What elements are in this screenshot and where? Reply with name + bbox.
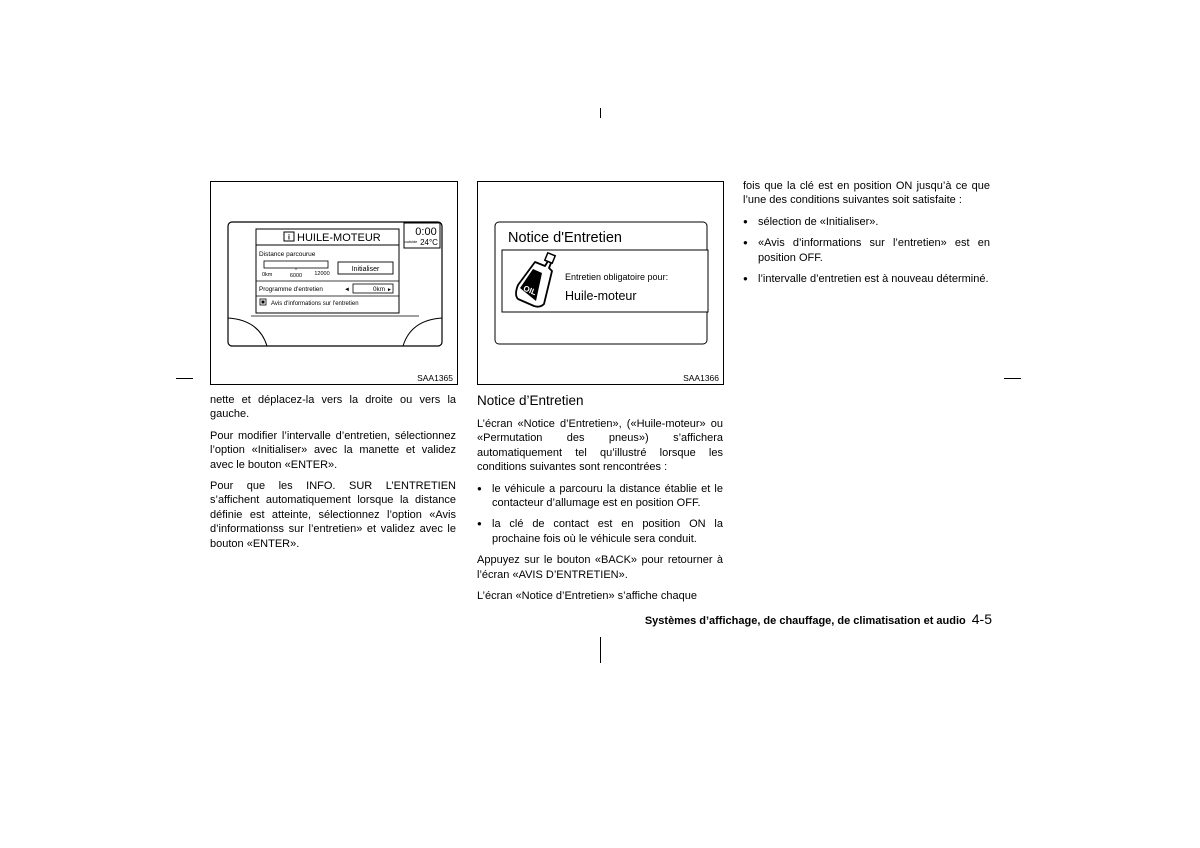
footer-section-title: Systèmes d’affichage, de chauffage, de climatisation et audio: [644, 615, 966, 627]
screen1-title: HUILE-MOTEUR: [297, 232, 381, 244]
crop-mark-left: [176, 378, 193, 379]
col3-bullet-2: ● «Avis d’informations sur l’entretien» est en position OFF.: [743, 236, 990, 265]
avis-label: Avis d'informations sur l'entretien: [271, 301, 359, 307]
oil-settings-screen: [211, 182, 457, 384]
section-heading: Notice d’Entretien: [477, 393, 584, 408]
col2-bullet-1: ● le véhicule a parcouru la distance établie et le contacteur d’allumage est en position OFF.: [477, 482, 723, 511]
page-footer: [600, 611, 992, 627]
figure1-code: SAA1365: [417, 373, 453, 383]
column-left: [210, 393, 456, 558]
scale-start: 0km: [262, 272, 273, 278]
col2-paragraph-1: L’écran «Notice d’Entretien», («Huile-moteur» ou «Permutation des pneus») s’affichera automatiquement tel qu’illustré lorsque les conditions suivantes sont rencontrées :: [477, 418, 723, 474]
figure-oil-settings: [210, 181, 458, 385]
temp-label: outside: [404, 239, 418, 244]
col2-bullet-list: [477, 482, 723, 547]
svg-text:i: i: [288, 234, 290, 242]
arrow-right-icon[interactable]: ►: [387, 287, 392, 293]
col2-paragraph-3: L’écran «Notice d’Entretien» s’affiche chaque: [477, 590, 697, 603]
maintenance-notice-screen: [478, 182, 723, 384]
scale-mid: 6000: [289, 273, 303, 279]
col3-paragraph-1: fois que la clé est en position ON jusqu’à ce que l’une des conditions suivantes soit satisfaite :: [743, 180, 990, 207]
notice-line2: Huile-moteur: [565, 289, 637, 303]
programme-label: Programme d'entretien: [259, 286, 323, 293]
col3-bullet-3: ● l’intervalle d’entretien est à nouveau déterminé.: [743, 272, 990, 286]
crop-mark-right: [1004, 378, 1021, 379]
col3-bullet-list: [743, 215, 990, 287]
notice-title: Notice d'Entretien: [508, 230, 622, 246]
col1-paragraph-3: Pour que les INFO. SUR L’ENTRETIEN s’affichent automatiquement lorsque la distance définie est atteinte, sélectionnez l’option «Avis d’informationss sur l’entretien» et validez avec le bouton «ENTER».: [210, 480, 456, 550]
temp-readout: 24°C: [420, 238, 438, 247]
initialiser-button-label: Initialiser: [351, 266, 380, 273]
column-middle: [477, 393, 723, 610]
oil-label: OIL: [521, 283, 538, 298]
col2-paragraph-2: Appuyez sur le bouton «BACK» pour retourner à l’écran «AVIS D’ENTRETIEN».: [477, 554, 723, 581]
col1-paragraph-1: nette et déplacez-la vers la droite ou vers la gauche.: [210, 394, 456, 421]
crop-mark-top: [600, 108, 601, 118]
arrow-left-icon[interactable]: ◄: [344, 287, 350, 293]
clock-readout: 0:00: [415, 226, 437, 238]
col3-bullet-1: ● sélection de «Initialiser».: [743, 215, 990, 229]
programme-value: 0km: [373, 286, 385, 293]
distance-label: Distance parcourue: [259, 251, 316, 258]
notice-line1: Entretien obligatoire pour:: [565, 272, 669, 282]
scale-end: 12000: [314, 271, 330, 277]
page-number: 4-5: [971, 611, 992, 627]
figure-maintenance-notice: [477, 181, 724, 385]
col1-paragraph-2: Pour modifier l’intervalle d’entretien, sélectionnez l’option «Initialiser» avec la manette et validez avec le bouton «ENTER».: [210, 429, 456, 471]
col2-bullet-2: ● la clé de contact est en position ON la prochaine fois où le véhicule sera conduit.: [477, 517, 723, 546]
crop-mark-bottom: [600, 637, 601, 663]
distance-progress-bar: [264, 261, 328, 268]
column-right: [743, 179, 990, 293]
figure2-code: SAA1366: [683, 373, 719, 383]
